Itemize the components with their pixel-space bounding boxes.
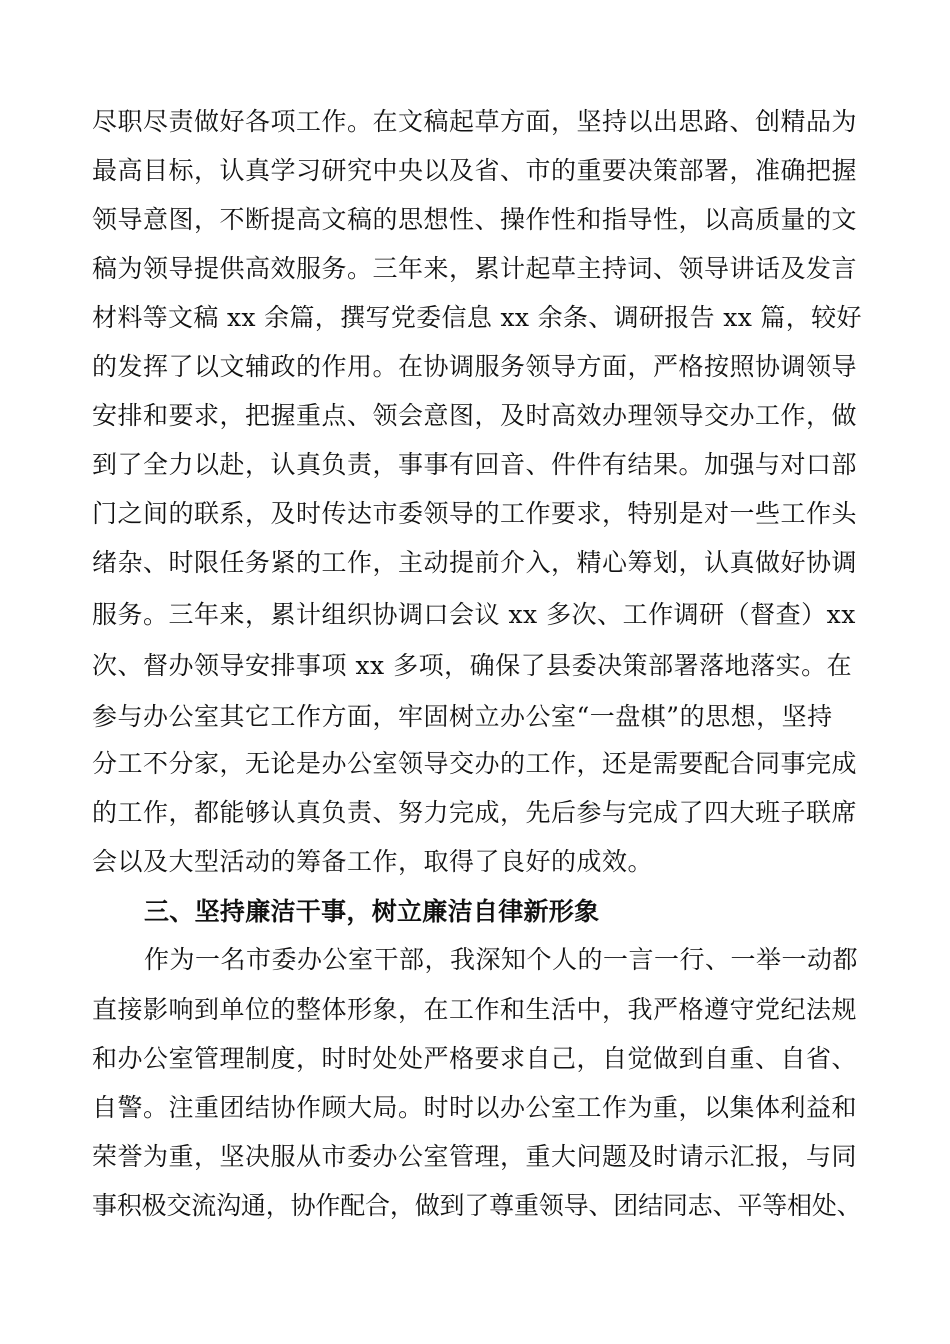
paragraph-line: 的工作，都能够认真负责、努力完成，先后参与完成了四大班子联席 bbox=[92, 798, 858, 827]
paragraph-line: 材料等文稿 xx 余篇，撰写党委信息 xx 余条、调研报告 xx 篇，较好 bbox=[92, 303, 862, 332]
paragraph-line: 直接影响到单位的整体形象，在工作和生活中，我严格遵守党纪法规 bbox=[92, 995, 858, 1024]
paragraph-line: 服务。三年来，累计组织协调口会议 xx 多次、工作调研（督查）xx bbox=[92, 600, 856, 629]
paragraph-line: 到了全力以赴，认真负责，事事有回音、件件有结果。加强与对口部 bbox=[92, 450, 858, 479]
paragraph-line: 绪杂、时限任务紧的工作，主动提前介入，精心筹划，认真做好协调 bbox=[92, 548, 858, 577]
paragraph-line: 荣誉为重，坚决服从市委办公室管理，重大问题及时请示汇报，与同 bbox=[92, 1142, 858, 1171]
paragraph-line: 尽职尽责做好各项工作。在文稿起草方面，坚持以出思路、创精品为 bbox=[92, 107, 858, 136]
paragraph-line: 领导意图，不断提高文稿的思想性、操作性和指导性，以高质量的文 bbox=[92, 205, 858, 234]
paragraph-line: 安排和要求，把握重点、领会意图，及时高效办理领导交办工作，做 bbox=[92, 401, 858, 430]
paragraph-line: 事积极交流沟通，协作配合，做到了尊重领导、团结同志、平等相处、 bbox=[92, 1191, 862, 1220]
paragraph-line: 次、督办领导安排事项 xx 多项，确保了县委决策部署落地落实。在 bbox=[92, 651, 853, 680]
paragraph-line: 分工不分家，无论是办公室领导交办的工作，还是需要配合同事完成 bbox=[92, 749, 858, 778]
paragraph-line: 的发挥了以文辅政的作用。在协调服务领导方面，严格按照协调领导 bbox=[92, 352, 858, 381]
paragraph-line: 参与办公室其它工作方面，牢固树立办公室“一盘棋”的思想，坚持 bbox=[92, 702, 833, 731]
paragraph-line: 和办公室管理制度，时时处处严格要求自己，自觉做到自重、自省、 bbox=[92, 1044, 858, 1073]
paragraph-line: 作为一名市委办公室干部，我深知个人的一言一行、一举一动都 bbox=[144, 945, 859, 974]
section-heading: 三、坚持廉洁干事，树立廉洁自律新形象 bbox=[144, 897, 600, 926]
paragraph-line: 门之间的联系，及时传达市委领导的工作要求，特别是对一些工作头 bbox=[92, 499, 858, 528]
paragraph-line: 自警。注重团结协作顾大局。时时以办公室工作为重，以集体利益和 bbox=[92, 1093, 858, 1122]
paragraph-line: 最高目标，认真学习研究中央以及省、市的重要决策部署，准确把握 bbox=[92, 156, 858, 185]
paragraph-line: 稿为领导提供高效服务。三年来，累计起草主持词、领导讲话及发言 bbox=[92, 254, 858, 283]
paragraph-line: 会以及大型活动的筹备工作，取得了良好的成效。 bbox=[92, 847, 654, 876]
